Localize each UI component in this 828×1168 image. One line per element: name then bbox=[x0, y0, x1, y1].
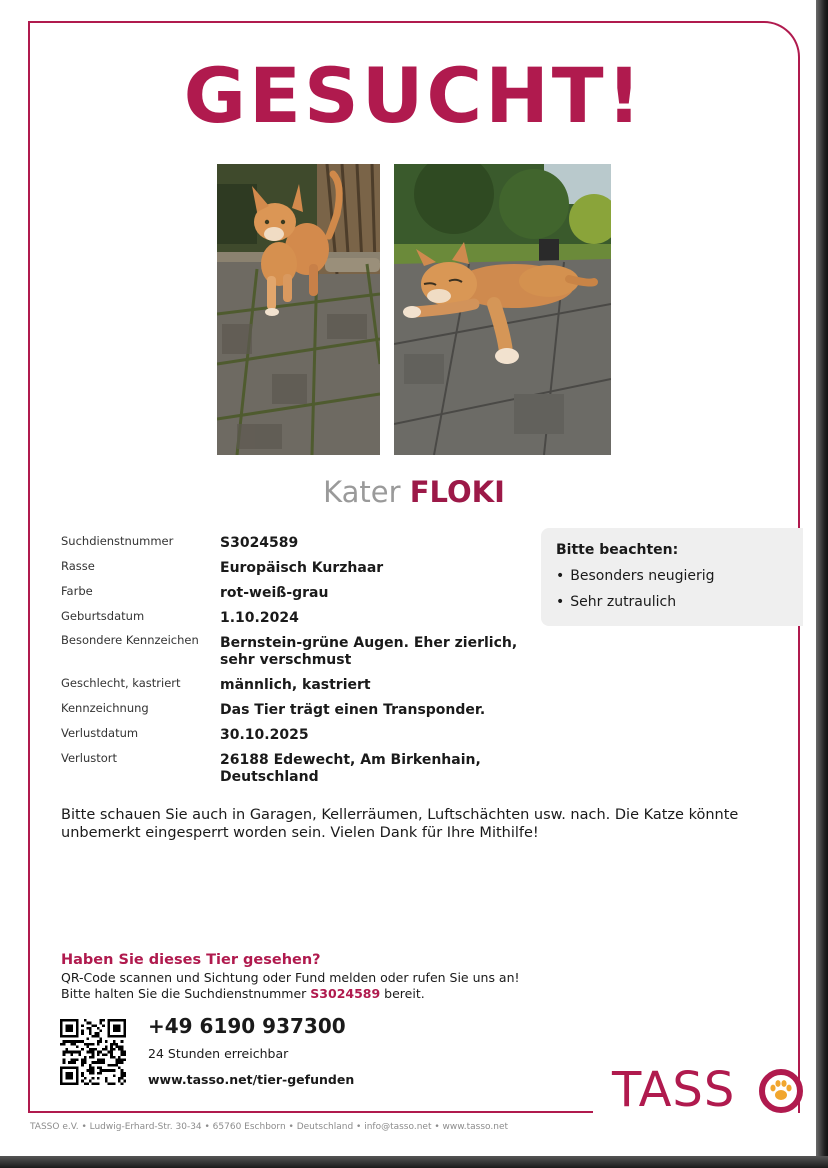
field-value-verlustdatum: 30.10.2025 bbox=[220, 727, 309, 743]
screen-shadow-right bbox=[816, 0, 828, 1168]
logo-text: TASS bbox=[612, 1062, 736, 1118]
field-value-kennzeichen-line2: sehr verschmust bbox=[220, 652, 352, 668]
field-value-verlustort-line2: Deutschland bbox=[220, 769, 319, 785]
field-value-suchdienstnummer: S3024589 bbox=[220, 535, 299, 551]
website-link[interactable]: www.tasso.net/tier-gefunden bbox=[148, 1072, 355, 1087]
cat-photo-walking bbox=[217, 164, 380, 455]
field-label-verlustdatum: Verlustdatum bbox=[61, 726, 139, 740]
field-value-kennzeichnung: Das Tier trägt einen Transponder. bbox=[220, 702, 486, 718]
field-label-kennzeichen: Besondere Kennzeichen bbox=[61, 633, 199, 647]
screen-shadow-bottom bbox=[0, 1156, 828, 1168]
availability-hours: 24 Stunden erreichbar bbox=[148, 1046, 289, 1061]
seen-reference-line bbox=[61, 986, 425, 1002]
field-label-kennzeichnung: Kennzeichnung bbox=[61, 701, 149, 715]
tasso-logo bbox=[612, 1064, 804, 1122]
notes-box bbox=[541, 528, 803, 626]
cat-photo-lying bbox=[394, 164, 611, 455]
field-label-geburtsdatum: Geburtsdatum bbox=[61, 609, 145, 623]
notes-item-text: Besonders neugierig bbox=[570, 568, 715, 584]
notes-item bbox=[556, 568, 715, 584]
pet-species: Kater bbox=[323, 475, 401, 509]
seen-reference-number: S3024589 bbox=[310, 986, 381, 1001]
notes-item-text: Sehr zutraulich bbox=[570, 594, 677, 610]
field-value-geburtsdatum: 1.10.2024 bbox=[220, 610, 299, 626]
field-value-kennzeichen-line1: Bernstein-grüne Augen. Eher zierlich, bbox=[220, 635, 518, 651]
field-value-rasse: Europäisch Kurzhaar bbox=[220, 560, 384, 576]
field-label-farbe: Farbe bbox=[61, 584, 93, 598]
qr-code-icon[interactable] bbox=[60, 1019, 126, 1085]
field-value-verlustort-line1: 26188 Edewecht, Am Birkenhain, bbox=[220, 752, 481, 768]
info-line: unbemerkt eingesperrt worden sein. Vielen Dank für Ihre Mithilfe! bbox=[61, 825, 539, 841]
seen-reference-before: Bitte halten Sie die Suchdienstnummer bbox=[61, 986, 311, 1001]
seen-reference-after: bereit. bbox=[380, 986, 425, 1001]
footer-address: TASSO e.V. • Ludwig-Erhard-Str. 30-34 • 65760 Eschborn • Deutschland • info@tasso.net • www.tasso.net bbox=[30, 1122, 509, 1132]
paw-icon bbox=[758, 1068, 804, 1114]
info-line: Bitte schauen Sie auch in Garagen, Kellerräumen, Luftschächten usw. nach. Die Katze könnte bbox=[61, 807, 739, 823]
field-label-geschlecht: Geschlecht, kastriert bbox=[61, 676, 181, 690]
seen-instructions: QR-Code scannen und Sichtung oder Fund melden oder rufen Sie uns an! bbox=[61, 970, 520, 985]
notes-bullet: • bbox=[556, 568, 565, 584]
phone-number[interactable]: +49 6190 937300 bbox=[148, 1014, 346, 1038]
notes-item bbox=[556, 594, 676, 610]
pet-title bbox=[0, 475, 828, 509]
field-label-verlustort: Verlustort bbox=[61, 751, 118, 765]
notes-title: Bitte beachten: bbox=[556, 542, 679, 558]
field-value-farbe: rot-weiß-grau bbox=[220, 585, 329, 601]
pet-name: FLOKI bbox=[409, 475, 505, 509]
field-value-geschlecht: männlich, kastriert bbox=[220, 677, 371, 693]
field-label-rasse: Rasse bbox=[61, 559, 95, 573]
seen-question: Haben Sie dieses Tier gesehen? bbox=[61, 952, 321, 968]
notes-bullet: • bbox=[556, 594, 565, 610]
poster-frame-bottom bbox=[28, 1111, 593, 1113]
headline: GESUCHT! bbox=[183, 51, 645, 140]
field-label-suchdienstnummer: Suchdienstnummer bbox=[61, 534, 174, 548]
info-text bbox=[61, 806, 751, 842]
